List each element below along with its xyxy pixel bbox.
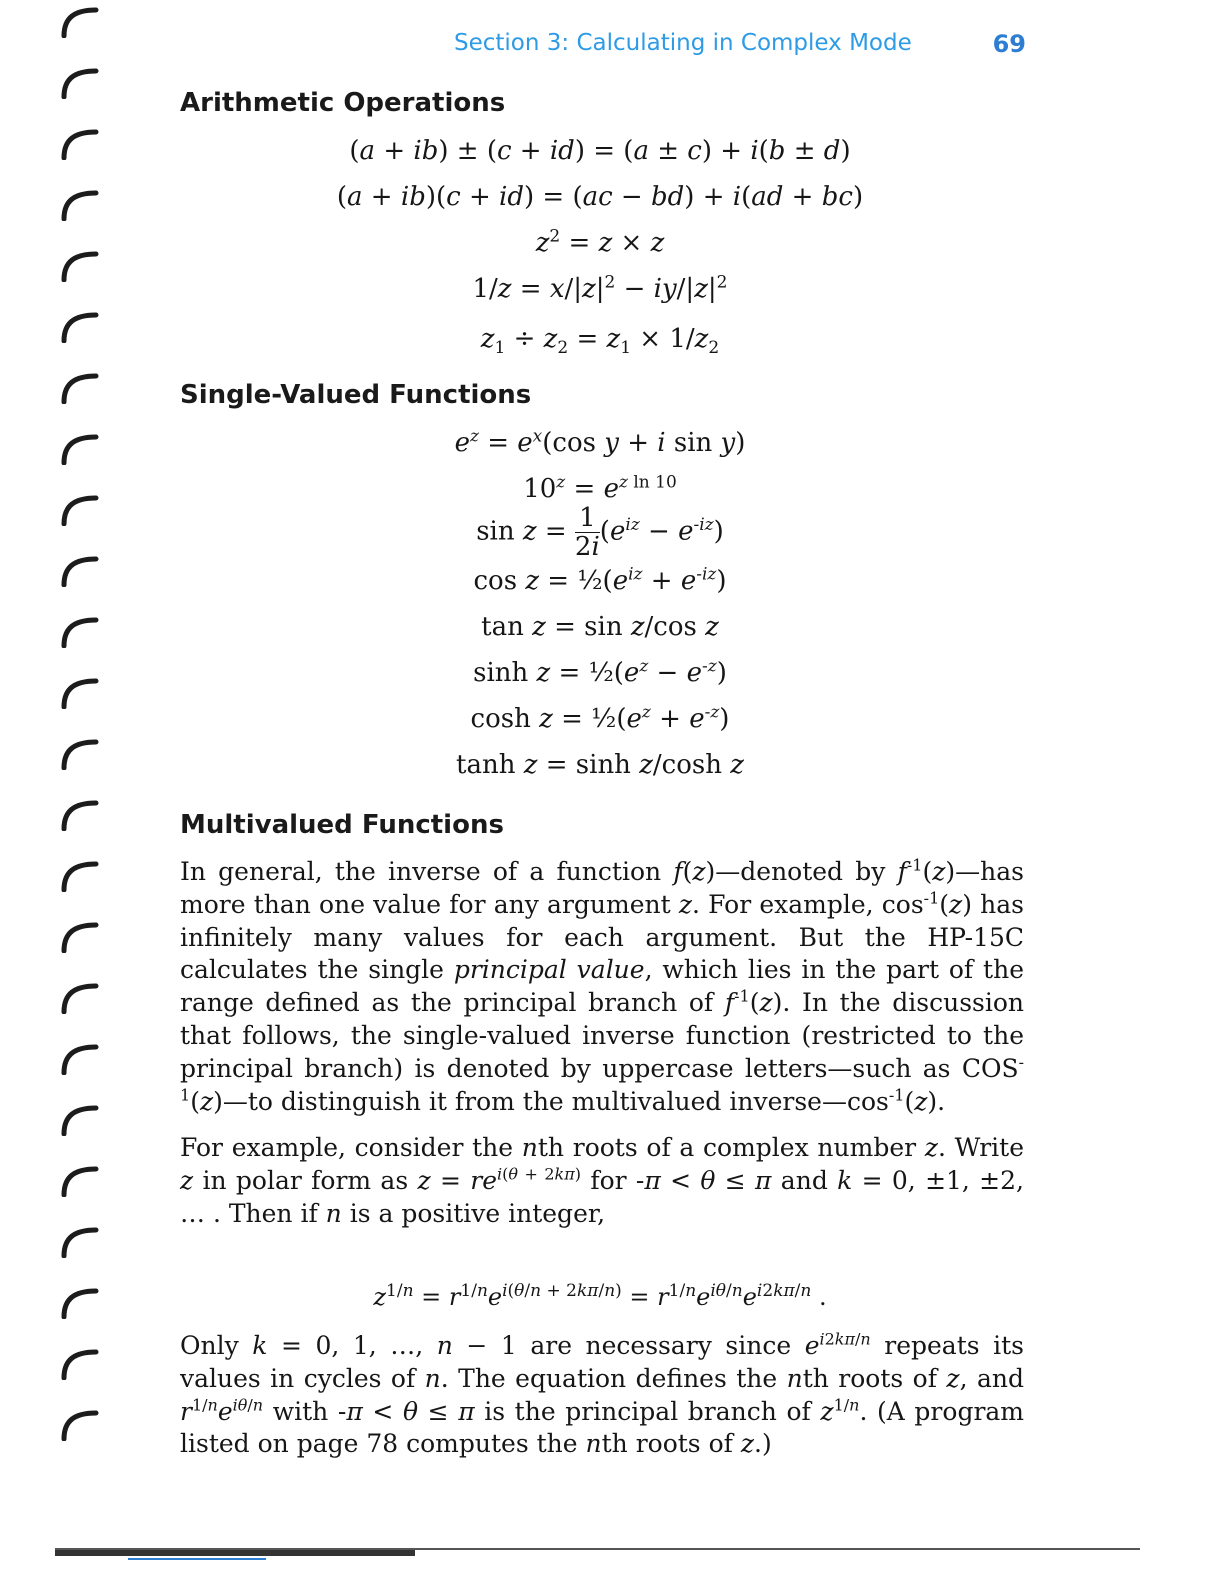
binding-ring <box>60 1102 100 1136</box>
heading-single-valued-functions: Single-Valued Functions <box>180 380 532 410</box>
binding-ring <box>60 553 100 587</box>
equation-square: $z^2 = z \times z$ <box>535 226 665 258</box>
running-header <box>454 30 1026 62</box>
paragraph-nth-roots: For example, consider the nth roots of a complex number z. Write z in polar form as $z = re^{i(\theta + 2k\pi)}$ for -π < θ ≤ π and k = 0, ±1, ±2, … . Then if n is a positive integer, <box>180 1133 1024 1228</box>
binding-ring <box>60 1163 100 1197</box>
fraction-one-over-2i: $\frac{1}{2i}$ <box>574 503 600 562</box>
equation-add-sub: (a + ib) ± (c + id) = (a ± c) + i(b ± d) <box>349 136 851 166</box>
binding-ring <box>60 187 100 221</box>
spiral-binding <box>60 0 110 1540</box>
binding-ring <box>60 858 100 892</box>
equation-sinh: $\sinh z = \frac{1}{2}(e^z - e^{-z})$ <box>473 656 727 688</box>
binding-ring <box>60 1285 100 1319</box>
binding-ring <box>60 1346 100 1380</box>
binding-ring <box>60 1224 100 1258</box>
equation-multiply: (a + ib)(c + id) = (ac − bd) + i(ad + bc) <box>336 182 864 212</box>
paragraph-inverse-functions: In general, the inverse of a function f(z)—denoted by $f^{-1}(z)—has$ more than one value for any argument z. For example, $\cos^{-1}(z)$ has infinitely many values for each argument. But the HP-15C calculates the single principal value, which lies in the part of the range defined as the principal branch of $f^{-1}(z)$. In the discussion that follows, the single-valued inverse function (restricted to the principal branch) is denoted by uppercase letters—such as $COS^{-1}(z)—to$ distinguish it from the multivalued $inverse—\cos^{-1}(z)$. <box>180 855 1024 1116</box>
heading-multivalued-functions: Multivalued Functions <box>180 810 504 840</box>
binding-ring <box>60 248 100 282</box>
binding-ring <box>60 4 100 38</box>
binding-ring <box>60 736 100 770</box>
binding-ring <box>60 492 100 526</box>
binding-ring <box>60 1407 100 1441</box>
paragraph-principal-branch: Only k = 0, 1, …, n − 1 are necessary since $e^{i2k\pi/n}$ repeats its values in cycles of n. The equation defines the nth roots of z, and $r^{1/n}e^{i\theta/n}$ with -π < θ ≤ π is the principal branch of $z^{1/n}$. (A program listed on page 78 computes the nth roots of z.) <box>180 1329 1025 1459</box>
equation-sin: sin z = $\frac{1}{2i}$ $(e^{iz} - e^{-iz})$ <box>476 503 724 562</box>
equation-divide: $z_1 \div z_2 = z_1 \times 1/z_2$ <box>480 324 720 359</box>
binding-ring <box>60 919 100 953</box>
equation-cosh: $\cosh z = \frac{1}{2}(e^z + e^{-z})$ <box>470 702 730 734</box>
equation-tanh: tanh z = sinh z/cosh z <box>456 750 744 780</box>
binding-ring <box>60 980 100 1014</box>
section-title: Section 3: Calculating in Complex Mode <box>454 30 912 56</box>
equation-reciprocal: $1/z = x/|z|^2 - iy/|z|^2$ <box>472 272 728 304</box>
binding-ring <box>60 797 100 831</box>
binding-ring <box>60 370 100 404</box>
page-number: 69 <box>992 30 1026 58</box>
equation-tan: tan z = sin z/cos z <box>481 612 719 642</box>
equation-exp: $e^z = e^x(\cos$ y + i sin y) <box>454 426 746 458</box>
binding-ring <box>60 309 100 343</box>
binding-ring <box>60 614 100 648</box>
binding-ring <box>60 1041 100 1075</box>
equation-pow10: $10^z = e^{z ln 10}$ <box>523 472 677 504</box>
binding-ring <box>60 65 100 99</box>
footer-rule-thick <box>55 1550 415 1556</box>
binding-ring <box>60 126 100 160</box>
equation-cos: $\cos z = \frac{1}{2}(e^{iz} + e^{-iz})$ <box>473 564 727 596</box>
footer-blue-rule <box>128 1558 266 1560</box>
equation-nth-root: $z^{1/n} = r^{1/n}e^{i(\theta/n + 2k\pi/n)} = r^{1/n}e^{i\theta/n}e^{i2k\pi/n}$ . <box>373 1281 827 1311</box>
binding-ring <box>60 675 100 709</box>
binding-ring <box>60 431 100 465</box>
heading-arithmetic-operations: Arithmetic Operations <box>180 88 506 118</box>
